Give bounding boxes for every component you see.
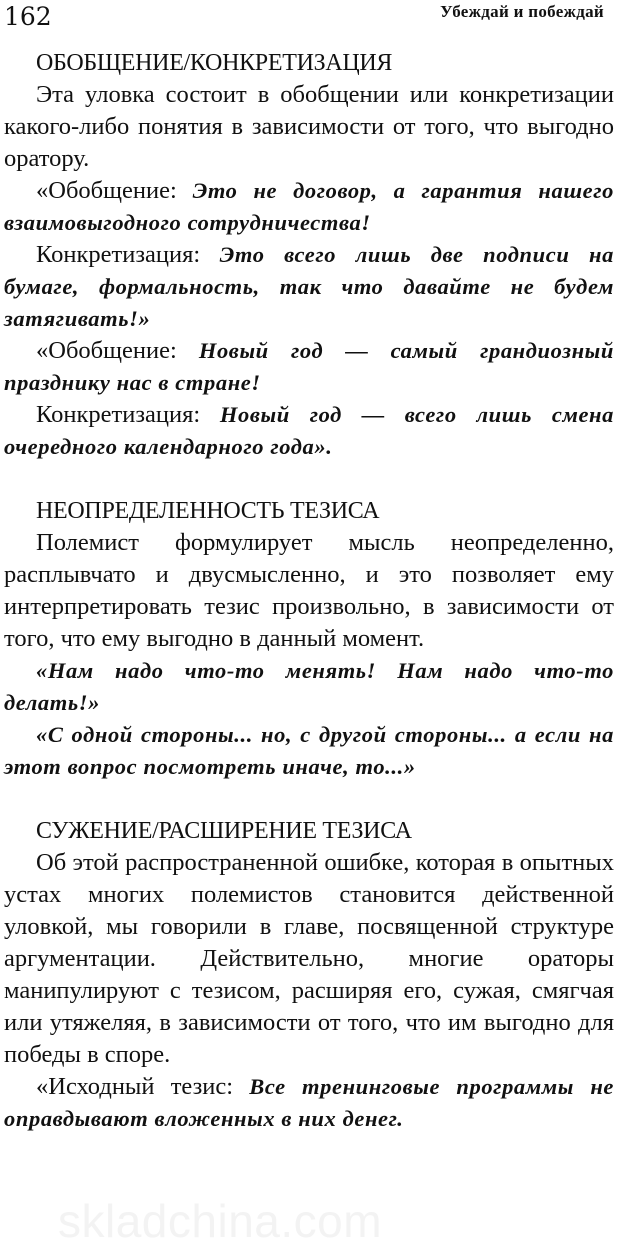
example-label: «Обобщение: [36, 177, 193, 204]
section-heading: ОБОБЩЕНИЕ/КОНКРЕТИЗАЦИЯ [36, 50, 393, 76]
book-title: Убеждай и побеждай [440, 2, 604, 21]
watermark: skladchina.com [58, 1195, 383, 1247]
example-label: Конкретизация: [36, 401, 220, 428]
example-text: Новый год — самый грандиозный празднику нас в стране! [4, 338, 614, 395]
section-narrowing-widening-thesis [4, 815, 614, 1135]
example-paragraph [4, 175, 614, 239]
example-text: Все тренинговые программы не оправдывают вложенных в них денег. [4, 1074, 614, 1131]
example-text: Новый год — всего лишь смена очередного календарного года». [4, 402, 614, 459]
section-generalization-concretization [4, 47, 614, 463]
section-heading: НЕОПРЕДЕЛЕННОСТЬ ТЕЗИСА [36, 498, 380, 524]
quote-paragraph: «Нам надо что-то менять! Нам надо что-то делать!» [4, 658, 614, 715]
example-paragraph [4, 1071, 614, 1135]
running-head [0, 0, 620, 40]
section-heading: СУЖЕНИЕ/РАСШИРЕНИЕ ТЕЗИСА [36, 818, 412, 844]
section-body: Об этой распространенной ошибке, которая в опытных устах многих полемистов становится действенной уловкой, мы говорили в главе, посвященной структуре аргументации. Действительно, многие ораторы манипулируют с тезисом, расширяя его, сужая, смягчая или утяжеляя, в зависимости от того, что им выгодно для победы в споре. [4, 849, 614, 1068]
example-paragraph [4, 335, 614, 399]
example-label: «Обобщение: [36, 337, 199, 364]
example-text: Это не договор, а гарантия нашего взаимовыгодного сотрудничества! [4, 178, 614, 235]
section-vague-thesis [4, 495, 614, 783]
example-paragraph [4, 239, 614, 335]
section-body: Полемист формулирует мысль неопределенно, расплывчато и двусмысленно, и это позволяет ему интерпретировать тезис произвольно, в зависимости от того, что ему выгодно в данный момент. [4, 529, 614, 652]
example-text: Это всего лишь две подписи на бумаге, формальность, так что давайте не будем затягивать!» [4, 242, 614, 331]
example-paragraph [4, 399, 614, 463]
section-body: Эта уловка состоит в обобщении или конкретизации какого-либо понятия в зависимости от того, что выгодно оратору. [4, 81, 614, 172]
page-content [4, 47, 614, 1135]
example-label: «Исходный тезис: [36, 1073, 250, 1100]
quote-paragraph: «С одной стороны... но, с другой стороны... а если на этот вопрос посмотреть иначе, то...» [4, 722, 614, 779]
example-label: Конкретизация: [36, 241, 220, 268]
page-number: 162 [4, 2, 52, 31]
